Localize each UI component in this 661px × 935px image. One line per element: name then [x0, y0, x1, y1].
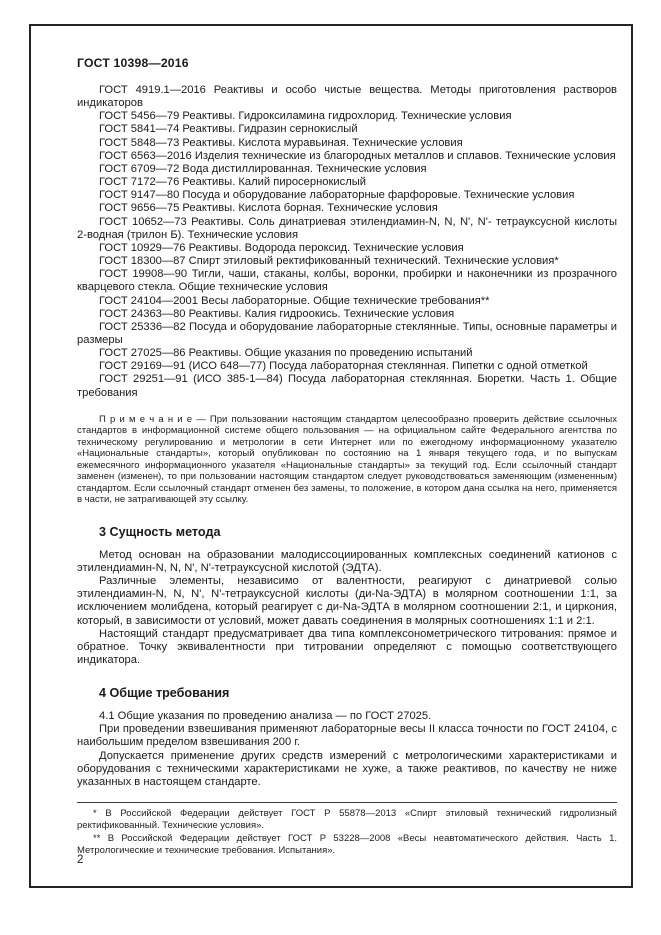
reference-item: ГОСТ 29251—91 (ИСО 385-1—84) Посуда лабораторная стеклянная. Бюретки. Часть 1. Общие требования — [77, 373, 617, 399]
section-4-title: 4 Общие требования — [99, 686, 230, 701]
section-4-paragraph: Допускается применение других средств измерений с метрологическими характеристиками и оборудования с техническими характеристиками не хуже, а также реактивов, по качеству не ниже указанных в настоящем стандарте. — [77, 749, 617, 788]
reference-item: ГОСТ 7172—76 Реактивы. Калий пиросернокислый — [99, 176, 367, 189]
page-border-frame — [29, 24, 633, 888]
reference-item: ГОСТ 27025—86 Реактивы. Общие указания по проведению испытаний — [99, 347, 473, 360]
page-number: 2 — [77, 854, 84, 866]
footnotes-block — [77, 802, 617, 856]
reference-item: ГОСТ 10929—76 Реактивы. Водорода пероксид. Технические условия — [99, 241, 464, 254]
reference-item: ГОСТ 19908—90 Тигли, чаши, стаканы, колбы, воронки, пробирки и наконечники из прозрачного кварцевого стекла. Общие технические условия — [77, 268, 617, 294]
section-4-paragraph: 4.1 Общие указания по проведению анализа — по ГОСТ 27025. — [99, 710, 432, 723]
reference-item: ГОСТ 5848—73 Реактивы. Кислота муравьиная. Технические условия — [99, 136, 463, 149]
reference-item: ГОСТ 9656—75 Реактивы. Кислота борная. Технические условия — [99, 202, 438, 215]
section-3-paragraph: Метод основан на образовании малодиссоциированных комплексных соединений катионов с этилендиамин-N, N, N', N'-тетрауксусной кислотой (ЭДТА). — [77, 548, 617, 574]
section-3-title: 3 Сущность метода — [99, 524, 221, 539]
note-paragraph: П р и м е ч а н и е — При пользовании настоящим стандартом целесообразно проверить действие ссылочных стандартов в информационной системе общего пользования — на официальном сайте Федерального агентства по техническому регулированию и метрологии в сети Интернет или по ежегодному информационному указателю «Национальные стандарты», который опубликован по состоянию на 1 января текущего года, и по выпускам ежемесячного информационного указателя «Национальные стандарты» за текущий год. Если ссылочный стандарт заменен (изменен), то при пользовании настоящим стандартом следует руководствоваться заменяющим (измененным) стандартом. Если ссылочный стандарт отменен без замены, то положение, в котором дана ссылка на него, применяется в части, не затрагивающей эту ссылку. — [77, 413, 617, 506]
footnote: ** В Российской Федерации действует ГОСТ Р 53228—2008 «Весы неавтоматического действия. Часть 1. Метрологические и технические требования. Испытания». — [77, 833, 617, 856]
reference-item: ГОСТ 18300—87 Спирт этиловый ректификованный технический. Технические условия* — [99, 255, 559, 268]
section-3-paragraph: Различные элементы, независимо от валентности, реагируют с динатриевой солью этилендиамин-N, N, N', N'-тетрауксусной кислоты (ди-Na-ЭДТА) в молярном соотношении 1:1, за исключением молибдена, который реагирует с ди-Na-ЭДТА в молярном соотношении 2:1, и циркония, который, в зависимости от условий, может давать соединения в молярных соотношениях 1:1 и 2:1. — [77, 575, 617, 627]
reference-item: ГОСТ 5456—79 Реактивы. Гидроксиламина гидрохлорид. Технические условия — [99, 110, 512, 123]
section-4-paragraph: При проведении взвешивания применяют лабораторные весы II класса точности по ГОСТ 24104, с наибольшим пределом взвешивания 200 г. — [77, 723, 617, 749]
reference-item: ГОСТ 6563—2016 Изделия технические из благородных металлов и сплавов. Технические условия — [99, 149, 616, 162]
document-number: ГОСТ 10398—2016 — [77, 56, 189, 70]
footnote: * В Российской Федерации действует ГОСТ Р 55878—2013 «Спирт этиловый технический гидролизный ректификованный. Технические условия». — [77, 808, 617, 831]
reference-item: ГОСТ 25336—82 Посуда и оборудование лабораторные стеклянные. Типы, основные параметры и размеры — [77, 320, 617, 346]
reference-item: ГОСТ 24363—80 Реактивы. Калия гидроокись. Технические условия — [99, 307, 455, 320]
reference-item: ГОСТ 29169—91 (ИСО 648—77) Посуда лабораторная стеклянная. Пипетки с одной отметкой — [99, 360, 588, 373]
reference-item: ГОСТ 10652—73 Реактивы. Соль динатриевая этилендиамин-N, N, N', N'- тетрауксусной кислоты 2-водная (трилон Б). Технические условия — [77, 215, 617, 241]
footnote-separator — [77, 802, 617, 803]
page-content — [31, 26, 631, 886]
reference-item: ГОСТ 6709—72 Вода дистиллированная. Технические условия — [99, 162, 427, 175]
references-list — [77, 84, 617, 400]
reference-item: ГОСТ 4919.1—2016 Реактивы и особо чистые вещества. Методы приготовления растворов индикаторов — [77, 84, 617, 110]
reference-item: ГОСТ 5841—74 Реактивы. Гидразин сернокислый — [99, 123, 358, 136]
section-3-paragraph: Настоящий стандарт предусматривает два типа комплексонометрического титрования: прямое и обратное. Точку эквивалентности при титровании определяют с помощью соответствующего индикатора. — [77, 627, 617, 666]
reference-item: ГОСТ 9147—80 Посуда и оборудование лабораторные фарфоровые. Технические условия — [99, 189, 575, 202]
reference-item: ГОСТ 24104—2001 Весы лабораторные. Общие технические требования** — [99, 294, 490, 307]
